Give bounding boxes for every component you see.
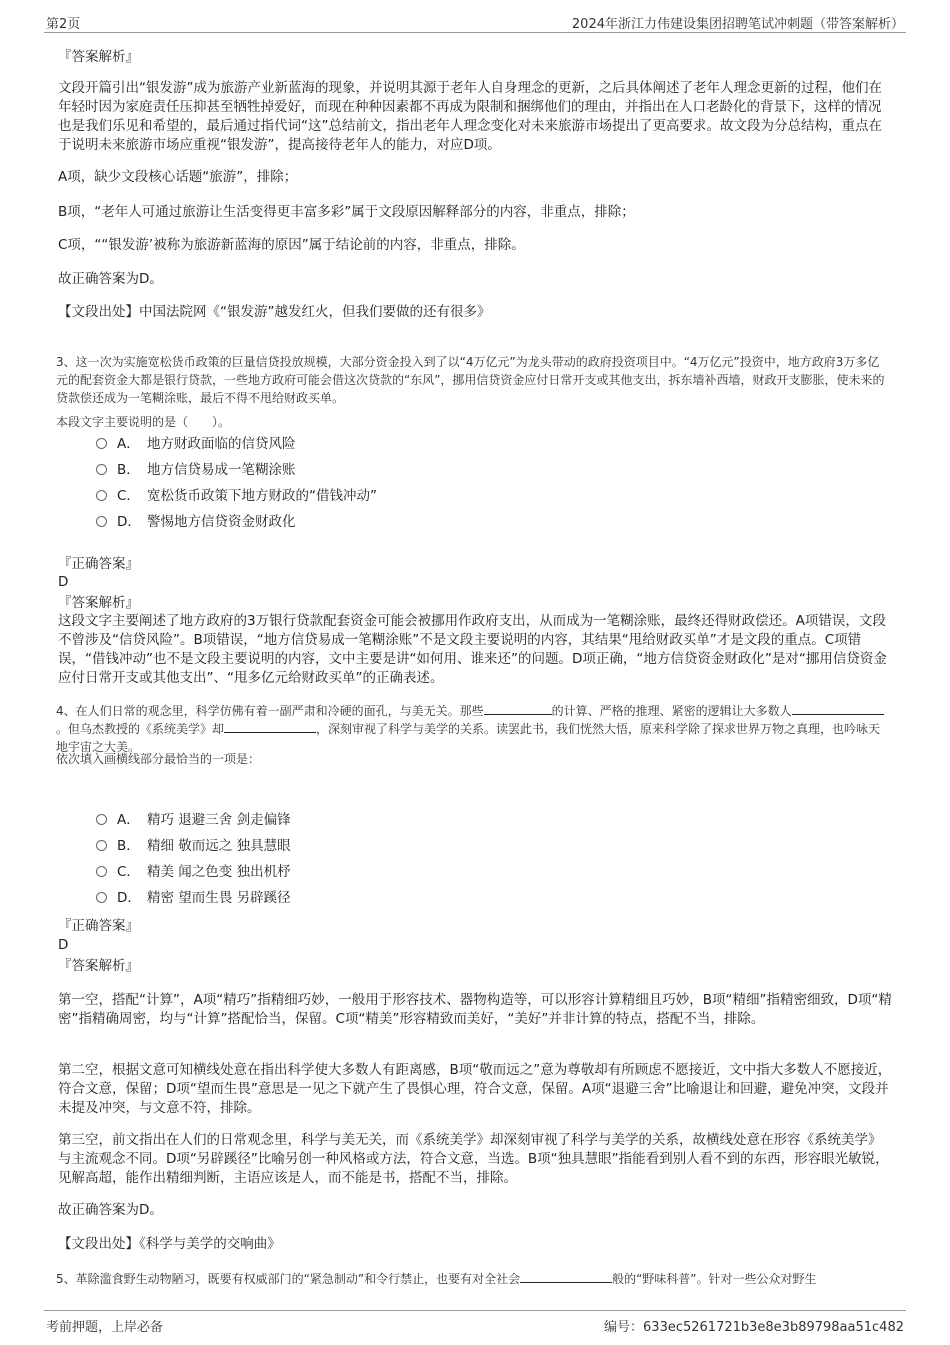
blank-1 — [484, 702, 552, 715]
q4-analysis-para3: 第三空，前文指出在人们的日常观念里，科学与美无关，而《系统美学》却深刻审视了科学与美学的关系，故横线处意在形容《系统美学》与主流观念不同。D项“另辟蹊径”比喻另创一种风格或方法，符合文意，当选。B项“独具慧眼”指能看到别人看不到的东西，形容眼光敏锐，见解高超，能作出精细判断，主语应该是人，而不能是书，搭配不当，排除。 — [58, 1132, 889, 1186]
blank-3 — [224, 720, 316, 733]
q4-correct-label: 『正确答案』 — [58, 918, 139, 934]
q3-correct-label: 『正确答案』 — [58, 556, 139, 572]
blank-1 — [520, 1270, 612, 1283]
radio-icon[interactable] — [96, 490, 107, 501]
radio-icon[interactable] — [96, 464, 107, 475]
q4-option-c[interactable]: C． 精美 闻之色变 独出机杼 — [96, 863, 291, 882]
document-id: 编号：633ec5261721b3e8e3b89798aa51c482 — [604, 1320, 904, 1335]
q3-correct-answer: D — [58, 574, 69, 590]
footer-slogan: 考前押题，上岸必备 — [46, 1320, 164, 1335]
q4-answer: 故正确答案为D。 — [58, 1202, 163, 1218]
radio-icon[interactable] — [96, 866, 107, 877]
q3-analysis-label: 『答案解析』 — [58, 595, 139, 611]
q3-stem: 3、这一次为实施宽松货币政策的巨量信贷投放规模，大部分资金投入到了以“4万亿元”为龙头带动的政府投资项目中。“4万亿元”投资中，地方政府3万多亿元的配套资金大都是银行贷款，一些地方政府可能会借这次贷款的“东风”，挪用信贷资金应付日常开支或其他支出，拆东墙补西墙，财政开支膨胀，使未来的贷款偿还成为一笔糊涂账，最后不得不甩给财政买单。 — [56, 355, 885, 405]
q2-option-a-analysis: A项，缺少文段核心话题“旅游”，排除； — [58, 169, 298, 185]
q2-option-b-analysis: B项，“老年人可通过旅游让生活变得更丰富多彩”属于文段原因解释部分的内容，非重点，排除； — [58, 204, 635, 220]
q5-stem: 5、革除滥食野生动物陋习，既要有权威部门的“紧急制动”和令行禁止，也要有对全社会 般的“野味科普”。针对一些公众对野生 — [56, 1272, 817, 1286]
q3-question: 本段文字主要说明的是（ ）。 — [56, 415, 231, 429]
q3-option-b[interactable]: B． 地方信贷易成一笔糊涂账 — [96, 461, 296, 480]
q3-option-d[interactable]: D． 警惕地方信贷资金财政化 — [96, 513, 296, 532]
blank-2 — [792, 702, 884, 715]
page-header — [44, 12, 906, 33]
q3-option-c[interactable]: C． 宽松货币政策下地方财政的“借钱冲动” — [96, 487, 377, 506]
q4-analysis-para2: 第二空，根据文意可知横线处意在指出科学使大多数人有距离感，B项“敬而远之”意为尊敬却有所顾虑不愿接近，文中指大多数人不愿接近，符合文意，保留；D项“望而生畏”意思是一见之下就产生了畏惧心理，符合文意，保留。A项“退避三舍”比喻退让和回避，避免冲突，文段并未提及冲突，与文意不符，排除。 — [58, 1062, 892, 1116]
radio-icon[interactable] — [96, 840, 107, 851]
q2-answer: 故正确答案为D。 — [58, 271, 163, 287]
page-number: 第2页 — [46, 17, 81, 32]
q2-analysis-paragraph: 文段开篇引出“银发游”成为旅游产业新蓝海的现象，并说明其源于老年人自身理念的更新，之后具体阐述了老年人理念更新的过程，他们在年轻时因为家庭责任压抑甚至牺牲掉爱好，而现在种种因素都不再成为限制和捆绑他们的理由，并指出在人口老龄化的背景下，这样的情况也是我们乐见和希望的，最后通过指代词“这”总结前文，指出老年人理念变化对未来旅游市场提出了更高要求。故文段为分总结构，重点在于说明未来旅游市场应重视“银发游”，提高接待老年人的能力，对应D项。 — [58, 80, 882, 153]
radio-icon[interactable] — [96, 438, 107, 449]
q4-option-a[interactable]: A． 精巧 退避三舍 剑走偏锋 — [96, 811, 291, 830]
q4-correct-answer: D — [58, 937, 69, 953]
q4-analysis-label: 『答案解析』 — [58, 958, 139, 974]
q4-stem: 4、在人们日常的观念里，科学仿佛有着一副严肃和冷硬的面孔，与美无关。那些 的计算、严格的推理、紧密的逻辑让大多数人。但乌杰教授的《系统美学》却 ，深刻审视了科学与美学的关系。读罢此书，我们恍然大悟，原来科学除了探求世界万物之真理，也吟咏天地宇宙之大美。 — [56, 702, 891, 756]
radio-icon[interactable] — [96, 516, 107, 527]
q2-analysis-label: 『答案解析』 — [58, 49, 139, 65]
page-footer — [44, 1310, 906, 1335]
document-title: 2024年浙江力伟建设集团招聘笔试冲刺题（带答案解析） — [571, 17, 904, 32]
q4-question: 依次填入画横线部分最恰当的一项是： — [56, 752, 261, 766]
q4-analysis-para1: 第一空，搭配“计算”，A项“精巧”指精细巧妙，一般用于形容技术、器物构造等，可以形容计算精细且巧妙，B项“精细”指精密细致，D项“精密”指精确周密，均与“计算”搭配恰当，保留。C项“精美”形容精致而美好，“美好”并非计算的特点，搭配不当，排除。 — [58, 992, 892, 1027]
radio-icon[interactable] — [96, 814, 107, 825]
radio-icon[interactable] — [96, 892, 107, 903]
q3-option-a[interactable]: A． 地方财政面临的信贷风险 — [96, 435, 296, 454]
q4-option-b[interactable]: B． 精细 敬而远之 独具慧眼 — [96, 837, 291, 856]
q4-source: 【文段出处】《科学与美学的交响曲》 — [58, 1236, 281, 1252]
q3-analysis: 这段文字主要阐述了地方政府的3万银行贷款配套资金可能会被挪用作政府支出，从而成为一笔糊涂账，最终还得财政偿还。A项错误，文段不曾涉及“信贷风险”。B项错误，“地方信贷易成一笔糊涂账”不是文段主要说明的内容，其结果“甩给财政买单”才是文段的重点。C项错误，“借钱冲动”也不是文段主要说明的内容，文中主要是讲“如何用、谁来还”的问题。D项正确，“地方信贷资金财政化”是对“挪用信贷资金应付日常开支或其他支出”、“甩多亿元给财政买单”的正确表述。 — [58, 613, 887, 686]
q4-option-d[interactable]: D． 精密 望而生畏 另辟蹊径 — [96, 889, 291, 908]
q2-source: 【文段出处】中国法院网《“银发游”越发红火，但我们要做的还有很多》 — [58, 304, 491, 320]
q2-option-c-analysis: C项，““银发游’被称为旅游新蓝海的原因”属于结论前的内容，非重点，排除。 — [58, 237, 525, 253]
